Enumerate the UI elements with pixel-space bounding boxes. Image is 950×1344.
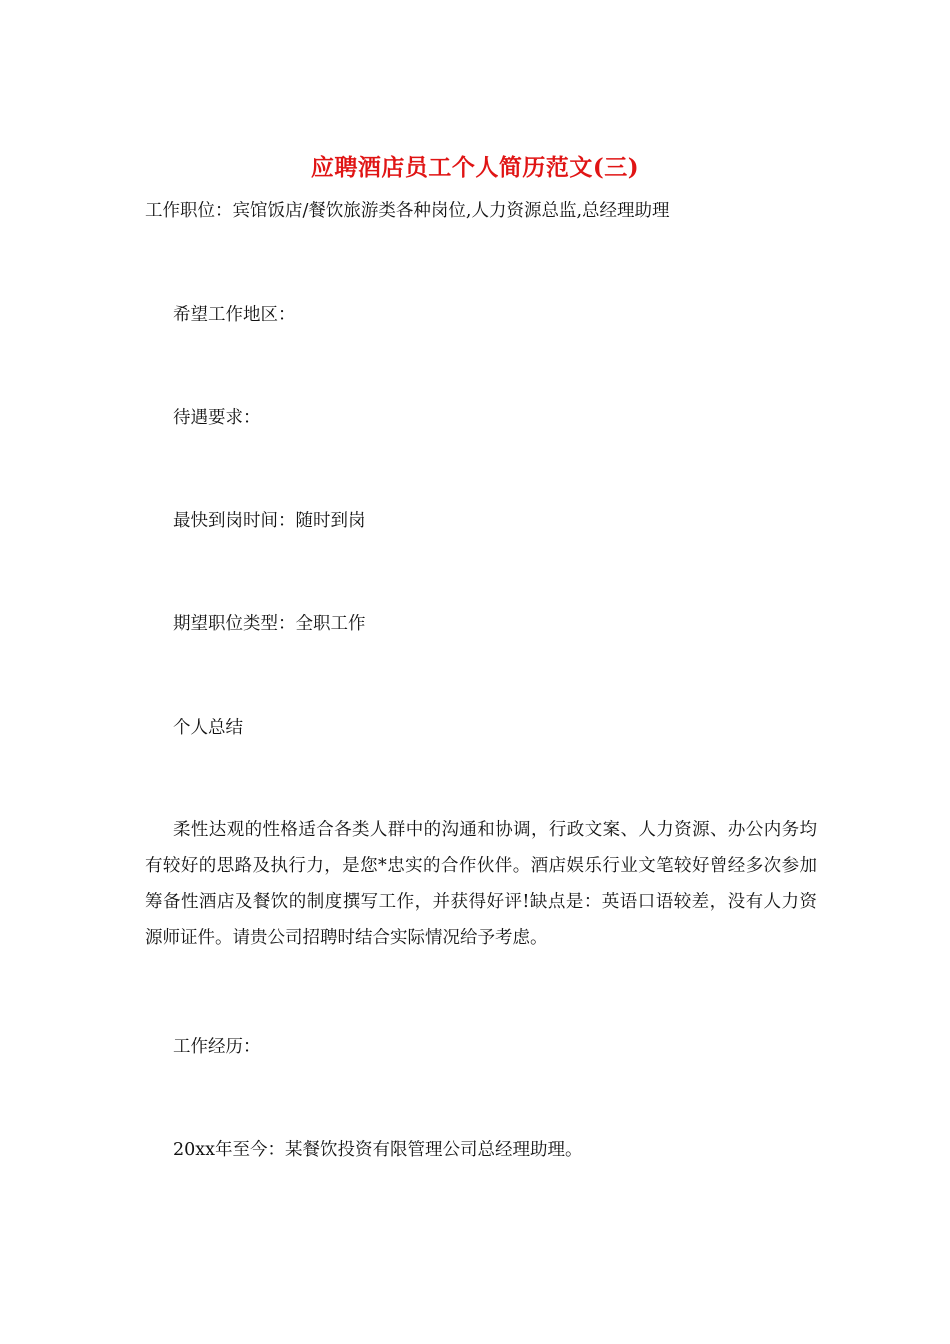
job-position-line: 工作职位：宾馆饭店/餐饮旅游类各种岗位,人力资源总监,总经理助理 [145,201,670,221]
preferred-region-line: 希望工作地区： [173,305,296,325]
job-type-line: 期望职位类型：全职工作 [173,614,366,634]
experience-item: 20xx年至今：某餐饮投资有限管理公司总经理助理。 [173,1140,583,1160]
salary-requirement-line: 待遇要求： [173,408,261,428]
experience-heading: 工作经历： [173,1037,261,1057]
summary-paragraph: 柔性达观的性格适合各类人群中的沟通和协调，行政文案、人力资源、办公内务均有较好的思路及执行力，是您*忠实的合作伙伴。酒店娱乐行业文笔较好曾经多次参加筹备性酒店及餐饮的制度撰写工作，并获得好评!缺点是：英语口语较差，没有人力资源师证件。请贵公司招聘时结合实际情况给予考虑。 [145,820,817,948]
summary-heading: 个人总结 [173,718,243,738]
earliest-start-line: 最快到岗时间：随时到岗 [173,511,366,531]
document-title: 应聘酒店员工个人简历范文(三) [310,154,640,181]
